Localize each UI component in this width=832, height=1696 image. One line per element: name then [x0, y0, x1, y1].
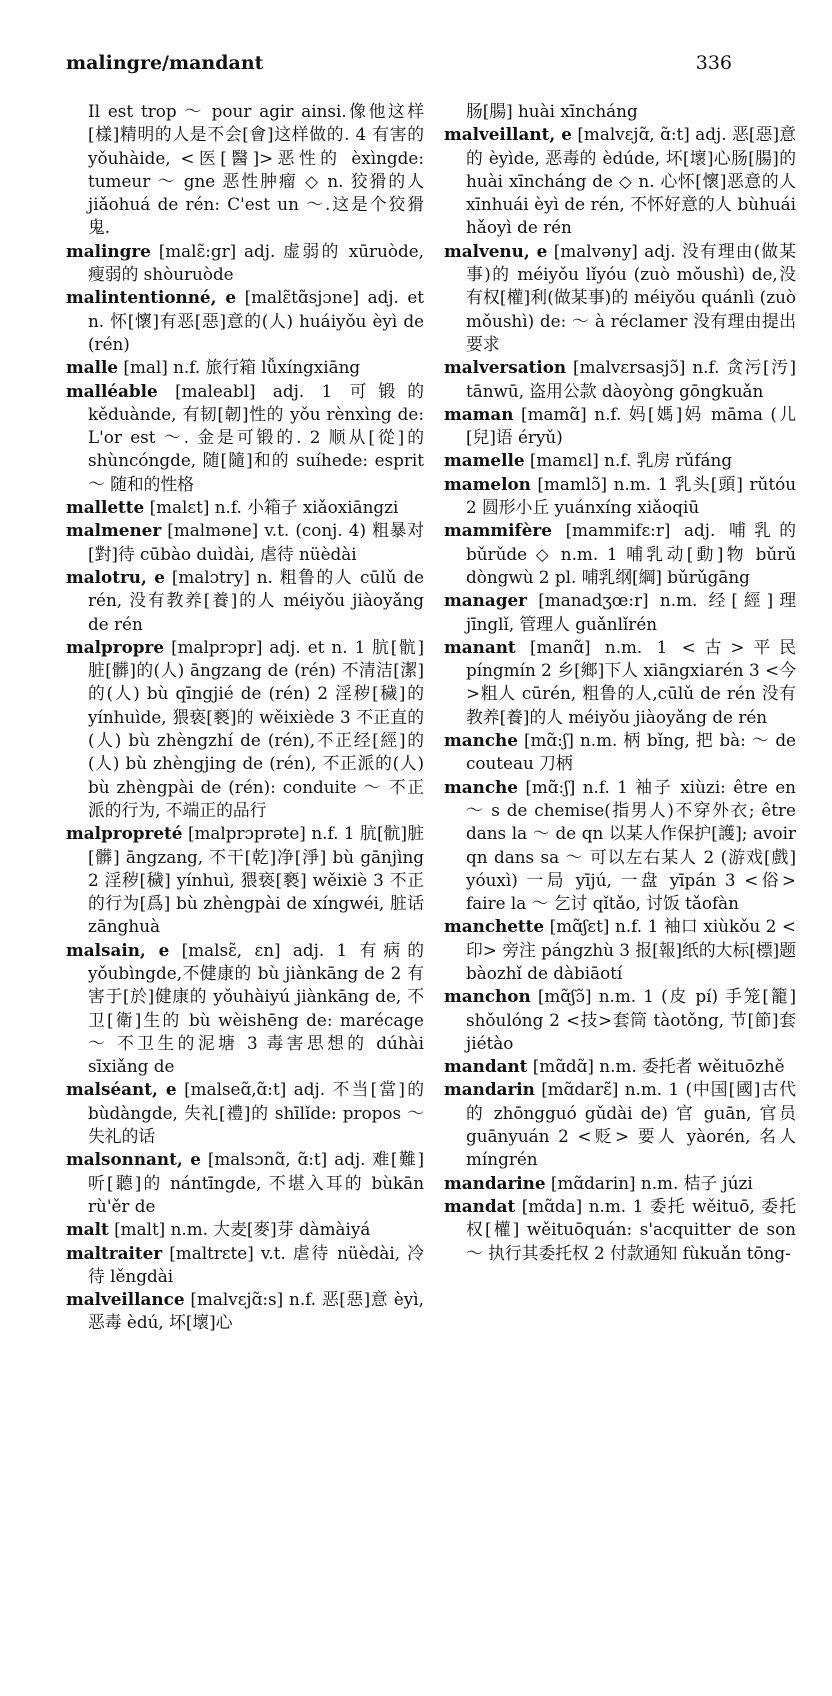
entry-definition: [malvɛjɑ̃, ɑ̃:t] adj. 恶[惡]意的 èyìde, 恶毒的 èdúde, 坏[壞]心肠[腸]的 huài xīncháng de ◇ n. 心怀[懷]恶意的人 xīnhuái èyì de rén, 不怀好意的人 bùhuái hǎoyì de rén — [466, 124, 796, 238]
dictionary-entry — [444, 1195, 796, 1265]
headword: malvenu, e — [444, 240, 548, 261]
dictionary-entry — [66, 1078, 424, 1148]
entry-definition: [malməne] v.t. (conj. 4) 粗暴对[對]待 cūbào duìdài, 虐待 nüèdài — [88, 520, 424, 564]
entry-continuation — [66, 100, 424, 240]
dictionary-entry — [444, 240, 796, 356]
headword: malsain, e — [66, 939, 170, 960]
entry-definition: [malsɛ̃, ɛn] adj. 1 有病的 yǒubìngde,不健康的 bù jiànkāng de 2 有害于[於]健康的 yǒuhàiyú jiànkāng de, 不卫[衛]生的 bù wèishēng de: marécage ～ 不卫生的泥塘 3 毒害思想的 dúhài sīxiǎng de — [88, 939, 424, 1077]
dictionary-entry — [444, 123, 796, 239]
entry-definition: [malseɑ̃,ɑ̃:t] adj. 不当[當]的 bùdàngde, 失礼[禮]的 shīlǐde: propos ～ 失礼的话 — [88, 1079, 424, 1147]
headword: mandant — [444, 1056, 528, 1077]
dictionary-entry — [444, 1172, 796, 1195]
headword: malséant, e — [66, 1079, 177, 1100]
entry-definition: [maltrɛte] v.t. 虐待 nüèdài, 冷待 lěngdài — [88, 1242, 425, 1286]
dictionary-entry — [444, 1078, 796, 1171]
entry-definition: [malvəny] adj. 没有理由(做某事)的 méiyǒu lǐyóu (zuò mǒushì) de,没有权[權]利(做某事)的 méiyǒu quánlì (zuò mǒushì) de: ～ à réclamer 没有理由提出要求 — [466, 240, 796, 354]
headword: malt — [66, 1219, 109, 1240]
headword: manager — [444, 590, 527, 611]
headword: mammifère — [444, 520, 552, 541]
dictionary-entry — [66, 1288, 424, 1335]
entry-definition: [mamɑ̃] n.f. 妈[媽]妈 māma (儿[兒]语 éryǔ) — [466, 403, 796, 448]
dictionary-entry — [66, 240, 424, 287]
dictionary-entry — [444, 403, 796, 450]
headword: malpropreté — [66, 823, 183, 844]
headword: mandat — [444, 1195, 516, 1216]
headword: manche — [444, 776, 518, 797]
entry-definition: [malprɔprəte] n.f. 1 肮[骯]脏[髒] āngzang, 不干[乾]净[淨] bù gānjìng 2 淫秽[穢] yínhuì, 猥亵[褻] wěixiè 3 不正的行为[爲] bù zhèngpài de xíngwéi, 脏话 zānghuà — [88, 823, 424, 937]
entry-definition: [malɛt] n.f. 小箱子 xiǎoxiāngzi — [149, 497, 399, 518]
dictionary-entry — [66, 496, 424, 519]
dictionary-entry — [444, 985, 796, 1055]
entry-definition: 肠[腸] huài xīncháng — [466, 101, 638, 121]
headword: manchette — [444, 916, 545, 937]
entry-definition: [manɑ̃] n.m. 1 <古>平民 píngmín 2 乡[鄉]下人 xiāngxiarén 3 <今>粗人 cūrén, 粗鲁的人,cūlǔ de rén 没有教养[養]的人 méiyǒu jiàoyǎng de rén — [466, 636, 796, 727]
left-column — [66, 100, 424, 1335]
headword: mamelle — [444, 450, 525, 471]
headword: malveillance — [66, 1289, 185, 1310]
entry-definition: [mɑ̃da] n.m. 1 委托 wěituō, 委托权[權] wěituōquán: s'acquitter de son ～ 执行其委托权 2 付款通知 fùkuǎn tōng- — [466, 1195, 796, 1263]
entry-definition: [malt] n.m. 大麦[麥]芽 dàmàiyá — [114, 1219, 371, 1240]
headword: malintentionné, e — [66, 287, 237, 308]
entry-definition: [mammifɛ:r] adj. 哺乳的 bǔrǔde ◇ n.m. 1 哺乳动[動]物 bǔrǔ dòngwù 2 pl. 哺乳纲[綱] bǔrǔgāng — [466, 520, 796, 587]
headword: malsonnant, e — [66, 1149, 201, 1170]
entry-definition: [malɛ̃tɑ̃sjɔne] adj. et n. 怀[懷]有恶[惡]意的(人) huáiyǒu èyì de (rén) — [88, 287, 425, 354]
headword: malotru, e — [66, 566, 165, 587]
entry-continuation — [444, 100, 796, 123]
dictionary-entry — [444, 356, 796, 403]
dictionary-entry — [66, 939, 424, 1079]
entry-definition: Il est trop ～ pour agir ainsi.像他这样[樣]精明的人是不会[會]这样做的. 4 有害的 yǒuhàide, <医[醫]>恶性的 èxìngde: tumeur ～ gne 恶性肿瘤 ◇ n. 狡猾的人 jiǎohuá de rén: C'est un ～.这是个狡猾鬼. — [88, 101, 424, 238]
entry-definition: [malprɔpr] adj. et n. 1 肮[骯]脏[髒]的(人) āngzang de (rén) 不清洁[潔]的(人) bù qīngjié de (rén) 2 淫秽[穢]的 yínhuìde, 猥亵[褻]的 wěixiède 3 不正直的(人) bù zhèngzhí de (rén),不正经[經]的(人) bù zhèngjing de (rén), 不正派的(人) bù zhèngpài de (rén): conduite ～ 不正派的行为, 不端正的品行 — [88, 636, 424, 820]
entry-definition: [mɑ̃darɛ̃] n.m. 1 (中国[國]古代的 zhōngguó gǔdài de) 官 guān, 官员 guānyuán 2 <贬> 要人 yàorén, 名人 míngrén — [466, 1079, 797, 1170]
headword: malingre — [66, 240, 151, 261]
headword: malveillant, e — [444, 124, 572, 145]
headword: mamelon — [444, 473, 531, 494]
headword: maltraiter — [66, 1242, 163, 1263]
entry-definition: [mɑ̃ʃɛt] n.f. 1 袖口 xiùkǒu 2 <印> 旁注 pángzhù 3 报[報]纸的大标[標]题 bàozhǐ de dàbiāotí — [466, 916, 796, 983]
entry-definition: [mɑ̃:ʃ] n.m. 柄 bǐng, 把 bà: ～ de couteau 刀柄 — [466, 730, 796, 774]
dictionary-entry — [444, 1055, 796, 1078]
dictionary-entry — [66, 356, 424, 379]
headword: maman — [444, 403, 514, 424]
headword: manchon — [444, 986, 531, 1007]
entry-definition: [malɛ̃:gr] adj. 虚弱的 xūruòde, 瘦弱的 shòuruòde — [88, 240, 424, 285]
dictionary-entry — [66, 1242, 424, 1289]
entry-definition: [malɔtry] n. 粗鲁的人 cūlǔ de rén, 没有教养[養]的人 méiyǒu jiàoyǎng de rén — [88, 566, 424, 634]
headword: malléable — [66, 380, 158, 401]
page-number: 336 — [695, 52, 732, 74]
dictionary-entry — [444, 473, 796, 520]
dictionary-entry — [66, 566, 424, 636]
dictionary-entry — [444, 589, 796, 636]
right-column — [444, 100, 796, 1265]
entry-definition: [manadʒœ:r] n.m. 经[經]理 jīnglǐ, 管理人 guǎnlǐrén — [466, 590, 796, 634]
dictionary-entry — [444, 519, 796, 589]
entry-definition: [mɑ̃ʃɔ̃] n.m. 1 (皮 pí) 手笼[籠] shǒulóng 2 <技>套筒 tàotǒng, 节[節]套 jiétào — [466, 986, 796, 1053]
headword: manche — [444, 730, 518, 751]
dictionary-entry — [66, 1218, 424, 1241]
headword: mandarine — [444, 1172, 546, 1193]
headword: mallette — [66, 497, 145, 518]
entry-definition: [mɑ̃darin] n.m. 桔子 júzi — [550, 1172, 753, 1193]
entry-definition: [malsɔnɑ̃, ɑ̃:t] adj. 难[難]听[聽]的 nántīngde, 不堪入耳的 bùkān rù'ěr de — [88, 1149, 424, 1216]
dictionary-entry — [66, 286, 424, 356]
headword: manant — [444, 636, 516, 657]
dictionary-entry — [66, 822, 424, 938]
dictionary-entry — [444, 729, 796, 776]
page-header — [66, 52, 732, 82]
dictionary-entry — [66, 380, 424, 496]
headword: malle — [66, 357, 119, 378]
headword: mandarin — [444, 1079, 535, 1100]
dictionary-entry — [66, 1148, 424, 1218]
headword: malpropre — [66, 636, 165, 657]
headword: malmener — [66, 520, 162, 541]
entry-definition: [malvɛrsasjɔ̃] n.f. 贪污[汚] tānwū, 盗用公款 dàoyòng gōngkuǎn — [466, 357, 796, 401]
headword: malversation — [444, 357, 567, 378]
dictionary-entry — [444, 636, 796, 729]
entry-definition: [malvɛjɑ̃:s] n.f. 恶[惡]意 èyì, 恶毒 èdú, 坏[壞]心 — [88, 1289, 424, 1333]
dictionary-entry — [66, 636, 424, 822]
entry-definition: [mamlɔ̃] n.m. 1 乳头[頭] rǔtóu 2 圆形小丘 yuánxíng xiǎoqiū — [466, 473, 797, 518]
running-head: malingre/mandant — [66, 52, 264, 74]
dictionary-entry — [66, 519, 424, 566]
entry-definition: [mɑ̃dɑ̃] n.m. 委托者 wěituōzhě — [532, 1056, 785, 1077]
entry-definition: [mɑ̃:ʃ] n.f. 1 袖子 xiùzi: être en ～ s de chemise(指男人)不穿外衣; être dans la ～ de qn 以某人作保护[護]; avoir qn dans sa ～ 可以左右某人 2 (游戏[戲] yóuxì) 一局 yījú, 一盘 yīpán 3 <俗> faire la ～ 乞讨 qǐtǎo, 讨饭 tǎofàn — [466, 776, 796, 914]
dictionary-entry — [444, 776, 796, 916]
entry-definition: [mamɛl] n.f. 乳房 rǔfáng — [529, 450, 733, 471]
entry-definition: [maleabl] adj. 1 可锻的 kěduànde, 有韧[韌]性的 yǒu rènxìng de: L'or est ～. 金是可锻的. 2 顺从[從]的 shùncóngde, 随[隨]和的 suíhede: esprit ～ 随和的性格 — [88, 380, 424, 494]
dictionary-entry — [444, 915, 796, 985]
dictionary-entry — [444, 449, 796, 472]
entry-definition: [mal] n.f. 旅行箱 lǚxíngxiāng — [123, 357, 361, 378]
